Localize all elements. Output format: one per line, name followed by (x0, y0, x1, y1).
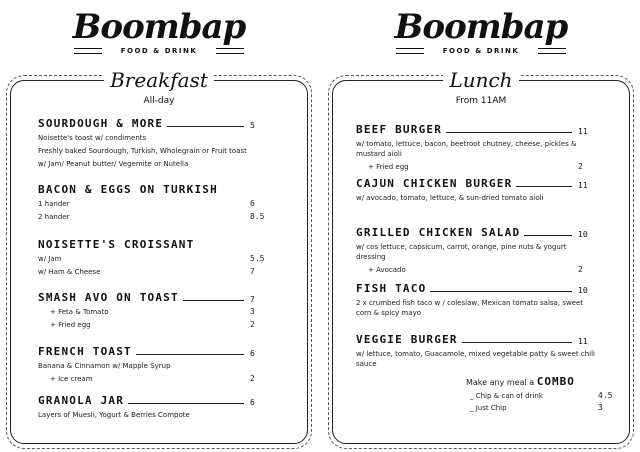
item-price: 7 (250, 295, 255, 304)
brand-logo (326, 8, 636, 56)
brand-logo (4, 8, 314, 56)
item-price: 10 (578, 230, 588, 239)
menu-item (356, 176, 596, 203)
breakfast-menu (4, 0, 314, 452)
section-title: Lunch (443, 68, 518, 92)
item-description: Freshly baked Sourdough, Turkish, Wholegrain or Fruit toast (38, 147, 247, 155)
item-addon: + Fried egg 2 (50, 320, 255, 329)
item-addon: + Feta & Tomato 3 (50, 307, 255, 316)
brand-tagline: FOOD & DRINK (396, 46, 566, 56)
menu-item (356, 332, 596, 369)
item-description: w/ lettuce, tomato, Guacamole, mixed vegetable patty & sweet chili sauce (356, 350, 595, 368)
section-subtitle: All-day (140, 96, 179, 106)
item-addon: + Fried egg 2 (368, 162, 583, 171)
item-name: SOURDOUGH & MORE (38, 117, 164, 130)
section-title: Breakfast (104, 68, 214, 92)
brand-name: Boombap (72, 7, 246, 47)
menu-item (38, 237, 268, 277)
item-name: FISH TACO (356, 282, 427, 295)
item-description: w/ avocado, tomato, lettuce, & sun-dried tomato aioli (356, 194, 544, 202)
menu-item (356, 281, 596, 318)
item-description: w/ tomato, lettuce, bacon, beetroot chutney, cheese, pickles & mustard aioli (356, 140, 577, 158)
item-price: 6 (250, 349, 255, 358)
item-name: FRENCH TOAST (38, 345, 132, 358)
combo-word: COMBO (536, 375, 575, 388)
item-name: GRILLED CHICKEN SALAD (356, 226, 521, 239)
combo-offer (466, 376, 616, 413)
menu-item (356, 225, 596, 275)
combo-option: _ Just Chip 3 (470, 403, 603, 412)
item-name: BEEF BURGER (356, 123, 443, 136)
item-description: Layers of Muesli, Yogurt & Berries Compote (38, 411, 190, 419)
item-description: w/ Jam/ Peanut butter/ Vegemite or Nutella (38, 160, 189, 168)
item-addon: + Ice cream 2 (50, 374, 255, 383)
menu-item (356, 122, 596, 172)
brand-tagline: FOOD & DRINK (74, 46, 244, 56)
item-name: BACON & EGGS ON TURKISH (38, 183, 218, 196)
item-name: VEGGIE BURGER (356, 333, 458, 346)
item-price: 10 (578, 286, 588, 295)
menu-item (38, 116, 268, 169)
item-price: 11 (578, 127, 588, 136)
item-option: 2 hander 8.5 (38, 212, 265, 221)
item-description: w/ cos lettuce, capsicum, carrot, orange, pine nuts & yogurt dressing (356, 243, 567, 261)
item-name: GRANOLA JAR (38, 394, 125, 407)
item-option: w/ Ham & Cheese 7 (38, 267, 255, 276)
brand-name: Boombap (394, 7, 568, 47)
menu-item (38, 182, 268, 222)
combo-prefix: Make any meal a (466, 378, 535, 387)
item-price: 11 (578, 337, 588, 346)
item-price: 11 (578, 181, 588, 190)
item-option: w/ Jam 5.5 (38, 254, 265, 263)
lunch-menu (326, 0, 636, 452)
menu-item (38, 344, 268, 384)
item-name: SMASH AVO ON TOAST (38, 291, 179, 304)
item-price: 5 (250, 121, 255, 130)
item-name: NOISETTE'S CROISSANT (38, 238, 195, 251)
menu-item (38, 393, 268, 420)
menu-item (38, 290, 268, 330)
item-option: 1 hander 6 (38, 199, 255, 208)
item-description: 2 x crumbed fish taco w / coleslaw, Mexican tomato salsa, sweet corn & spicy mayo (356, 299, 584, 317)
item-description: Noisette's toast w/ condiments (38, 134, 147, 142)
combo-option: _ Chip & can of drink 4.5 (470, 391, 613, 400)
item-name: CAJUN CHICKEN BURGER (356, 177, 513, 190)
item-addon: + Avocado 2 (368, 265, 583, 274)
item-description: Banana & Cinnamon w/ Mapple Syrup (38, 362, 171, 370)
section-subtitle: From 11AM (452, 96, 511, 106)
item-price: 6 (250, 398, 255, 407)
